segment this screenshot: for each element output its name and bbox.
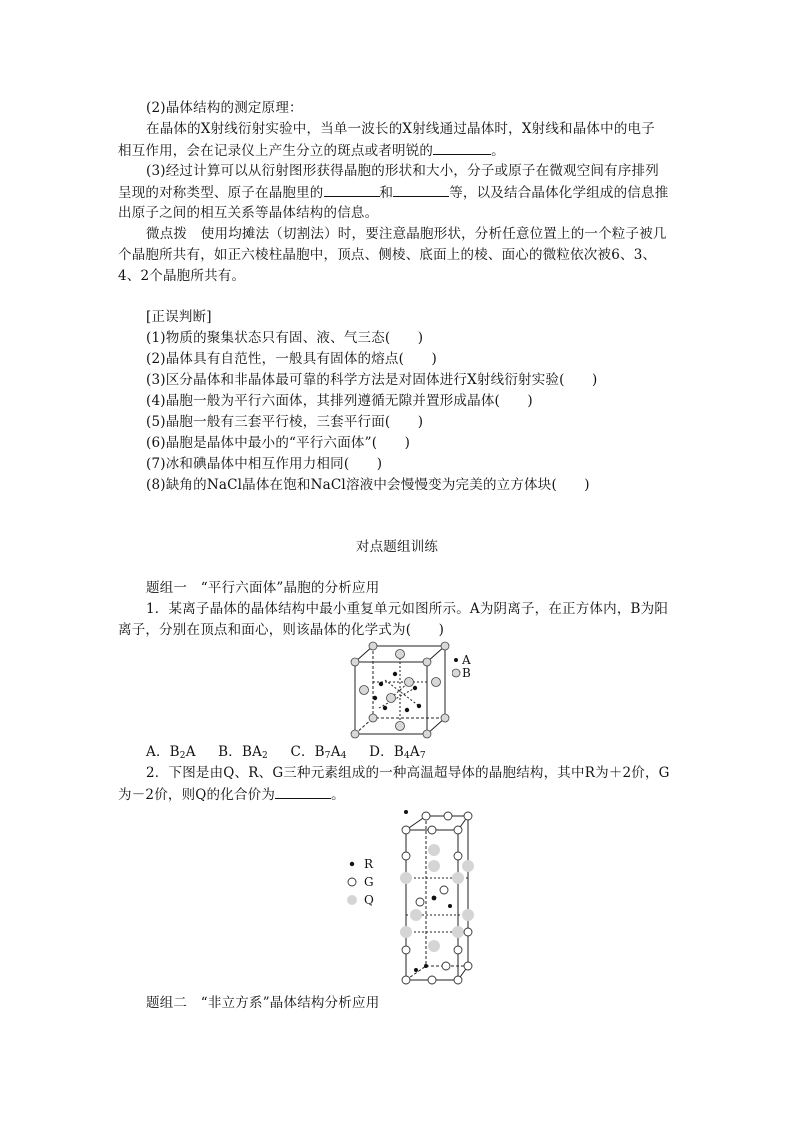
answer-blank[interactable]	[324, 182, 380, 197]
principle-heading: (2)晶体结构的测定原理：	[146, 100, 303, 116]
q1-text-line1: 1．某离子晶体的晶体结构中最小重复单元如图所示。A为阴离子，在正方体内，B为阳	[146, 601, 669, 617]
legend-label-a: A	[462, 653, 471, 667]
judge-title: [正误判断]	[146, 309, 212, 325]
option-c[interactable]: C．$B_7A_4$	[290, 744, 347, 761]
judge-item: (1)物质的聚集状态只有固、液、气三态( )	[146, 330, 424, 346]
tip-line1: 微点拨 使用均摊法（切割法）时，要注意晶胞形状，分析任意位置上的一个粒子被几	[146, 226, 667, 242]
figure2-legend	[346, 858, 386, 908]
answer-blank[interactable]	[393, 182, 449, 197]
tip-line2: 个晶胞所共有，如正六棱柱晶胞中，顶点、侧棱、底面上的棱、面心的微粒依次被6、3、	[118, 247, 657, 263]
q2-text-line2: 为－2价，则Q的化合价为 。	[118, 784, 345, 805]
judge-item: (7)冰和碘晶体中相互作用力相同( )	[146, 456, 383, 472]
legend-label-b: B	[462, 666, 472, 680]
principle-text-line1: 在晶体的X射线衍射实验中，当单一波长的X射线通过晶体时，X射线和晶体中的电子	[146, 121, 655, 137]
legend-label-r: R	[364, 857, 374, 871]
legend2-markers	[346, 858, 358, 908]
calc-text-line3: 出原子之间的相互关系等晶体结构的信息。	[118, 205, 379, 221]
answer-blank[interactable]	[433, 140, 491, 155]
legend-label-q: Q	[364, 893, 375, 907]
answer-blank[interactable]	[275, 784, 331, 799]
judge-item: (6)晶胞是晶体中最小的“平行六面体”( )	[146, 435, 411, 451]
option-b[interactable]: B．$BA_2$	[218, 744, 268, 761]
option-d[interactable]: D．$B_4A_7$	[369, 744, 426, 761]
q1-text-line2: 离子，分别在顶点和面心，则该晶体的化学式为( )	[118, 622, 445, 638]
tip-line3: 4、2个晶胞所共有。	[118, 268, 246, 284]
legend-label-g: G	[364, 875, 374, 889]
group2-title: 题组二 “非立方系”晶体结构分析应用	[146, 995, 380, 1011]
calc-text-line1: (3)经过计算可以从衍射图形获得晶胞的形状和大小，分子或原子在微观空间有序排列	[146, 163, 659, 179]
judge-item: (3)区分晶体和非晶体最可靠的科学方法是对固体进行X射线衍射实验( )	[146, 372, 598, 388]
principle-text-line2: 相互作用，会在记录仪上产生分立的斑点或者明锐的 。	[118, 140, 505, 161]
judge-item: (5)晶胞一般有三套平行棱，三套平行面( )	[146, 414, 424, 430]
judge-item: (8)缺角的NaCl晶体在饱和NaCl溶液中会慢慢变为完美的立方体块( )	[146, 477, 590, 493]
q2-text-line1: 2．下图是由Q、R、G三种元素组成的一种高温超导体的晶胞结构，其中R为＋2价，G	[146, 765, 670, 781]
option-a[interactable]: A．$B_2A$	[146, 744, 196, 761]
calc-text-line2: 呈现的对称类型、原子在晶胞里的 和 等，以及结合晶体化学组成的信息推	[118, 182, 668, 203]
section-title: 对点题组训练	[355, 539, 439, 555]
group1-title: 题组一 “平行六面体”晶胞的分析应用	[146, 580, 380, 596]
tetragonal-cell-figure	[394, 810, 484, 990]
judge-item: (2)晶体具有自范性，一般具有固体的熔点( )	[146, 351, 437, 367]
judge-item: (4)晶胞一般为平行六面体，其排列遵循无隙并置形成晶体( )	[146, 393, 533, 409]
